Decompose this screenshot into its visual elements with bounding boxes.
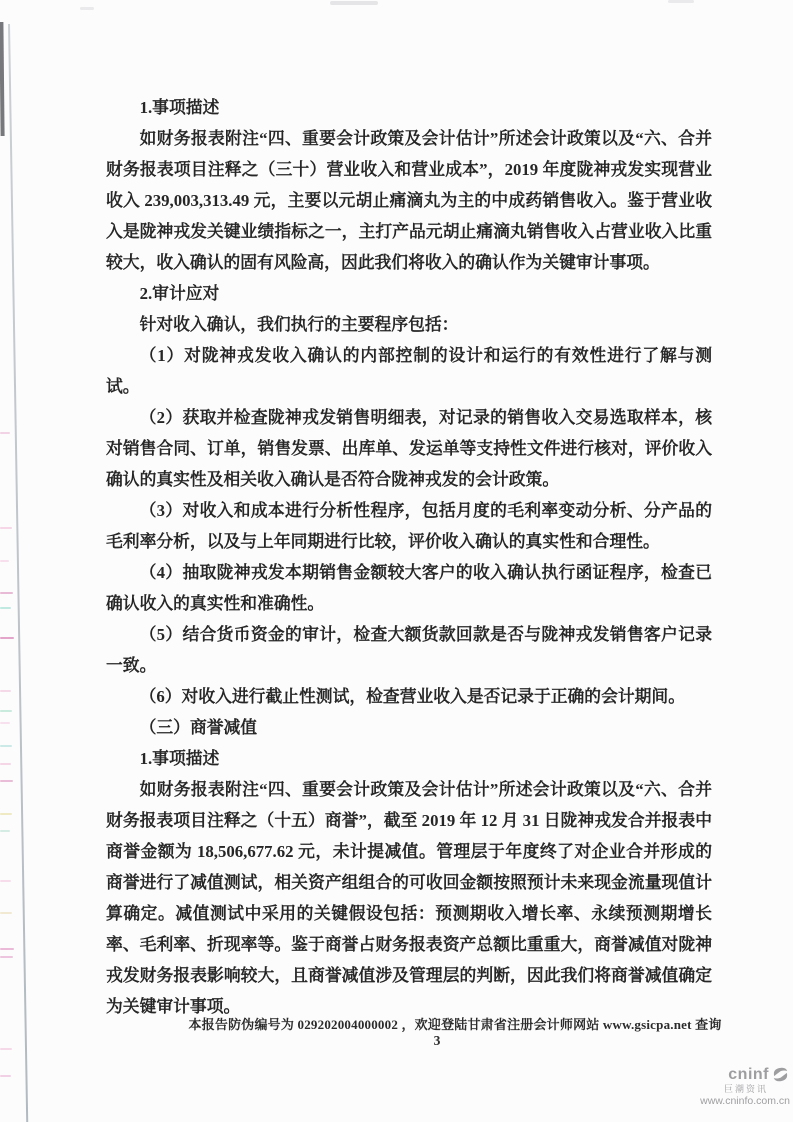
scan-tick bbox=[0, 948, 14, 950]
scan-tick bbox=[0, 592, 13, 594]
cninfo-logo-icon bbox=[771, 1065, 790, 1084]
scan-tick bbox=[0, 813, 12, 815]
cninfo-site-url: www.cninfo.com.cn bbox=[700, 1094, 790, 1107]
scan-tick bbox=[0, 956, 13, 958]
document-paragraph: 针对收入确认，我们执行的主要程序包括： bbox=[139, 315, 459, 334]
scan-edge-dark-mark bbox=[0, 22, 5, 136]
scan-smudge bbox=[330, 1, 378, 5]
document-paragraph: （三）商誉减值 bbox=[139, 718, 258, 737]
scan-tick bbox=[0, 1075, 11, 1077]
scan-tick bbox=[0, 880, 11, 882]
scan-tick bbox=[0, 690, 11, 692]
document-paragraph: （3）对收入和成本进行分析性程序，包括月度的毛利率变动分析、分产品的毛利率分析，以及与上年同期进行比较，评价收入确认的真实性和合理性。 bbox=[106, 501, 712, 551]
document-paragraph: （5）结合货币资金的审计，检查大额货款回款是否与陇神戎发销售客户记录一致。 bbox=[106, 625, 712, 675]
cninfo-watermark bbox=[700, 1065, 790, 1107]
scan-tick bbox=[0, 607, 11, 609]
scan-tick bbox=[0, 745, 12, 747]
scan-tick bbox=[0, 722, 10, 724]
scan-tick bbox=[0, 1048, 12, 1050]
scan-tick bbox=[0, 527, 12, 529]
scan-tick bbox=[0, 432, 10, 434]
scan-tick bbox=[0, 830, 10, 832]
document-paragraph: 1.事项描述 bbox=[139, 749, 220, 768]
document-paragraph: 2.审计应对 bbox=[139, 284, 220, 303]
scan-tick bbox=[0, 763, 11, 765]
cninfo-brand-row bbox=[700, 1065, 790, 1084]
scan-smudge bbox=[80, 7, 94, 10]
document-paragraph: （2）获取并检查陇神戎发销售明细表，对记录的销售收入交易选取样本，核对销售合同、订单，销售发票、出库单、发运单等支持性文件进行核对，评价收入确认的真实性及相关收入确认是否符合陇神戎发的会计政策。 bbox=[106, 408, 712, 489]
cninfo-brand-text: cninf bbox=[728, 1065, 769, 1083]
document-paragraph: 如财务报表附注“四、重要会计政策及会计估计”所述会计政策以及“六、合并财务报表项目注释之（三十）营业收入和营业成本”，2019 年度陇神戎发实现营业收入 239,003,313.49 元，主要以元胡止痛滴丸为主的中成药销售收入。鉴于营业收入是陇神戎发关键业绩指标之一，主打产品元胡止痛滴丸销售收入占营业收入比重较大，收入确认的固有风险高，因此我们将收入的确认作为关键审计事项。 bbox=[106, 129, 712, 272]
document-paragraph: 如财务报表附注“四、重要会计政策及会计估计”所述会计政策以及“六、合并财务报表项目注释之（十五）商誉”，截至 2019 年 12 月 31 日陇神戎发合并报表中商誉金额为 18,506,677.62 元，未计提减值。管理层于年度终了对企业合并形成的商誉进行了减值测试，相关资产组组合的可收回金额按照预计未来现金流量现值计算确定。减值测试中采用的关键假设包括：预测期收入增长率、永续预测期增长率、毛利率、折现率等。鉴于商誉占财务报表资产总额比重重大，商誉减值对陇神戎发财务报表影响较大，且商誉减值涉及管理层的判断，因此我们将商誉减值确定为关键审计事项。 bbox=[106, 780, 712, 1016]
cninfo-brand-chinese: 巨潮资讯 bbox=[723, 1083, 768, 1094]
scan-tick bbox=[0, 780, 13, 782]
scan-smudge bbox=[668, 0, 694, 3]
document-paragraph: （1）对陇神戎发收入确认的内部控制的设计和运行的有效性进行了解与测试。 bbox=[106, 346, 712, 396]
scan-tick bbox=[0, 710, 12, 712]
document-paragraph: （6）对收入进行截止性测试，检查营业收入是否记录于正确的会计期间。 bbox=[139, 687, 685, 706]
page-number: 3 bbox=[433, 1033, 441, 1048]
document-body bbox=[106, 92, 712, 1022]
scan-tick bbox=[0, 637, 14, 639]
anti-counterfeit-note: 本报告防伪编号为 029202004000002 ，欢迎登陆甘肃省注册会计师网站 www.gsicpa.net 查询 bbox=[188, 1017, 722, 1032]
document-paragraph: （4）抽取陇神戎发本期销售金额较大客户的收入确认执行函证程序，检查已确认收入的真实性和准确性。 bbox=[106, 563, 712, 613]
scan-tick bbox=[0, 560, 9, 562]
scan-tick bbox=[0, 912, 12, 914]
document-paragraph: 1.事项描述 bbox=[139, 98, 220, 117]
